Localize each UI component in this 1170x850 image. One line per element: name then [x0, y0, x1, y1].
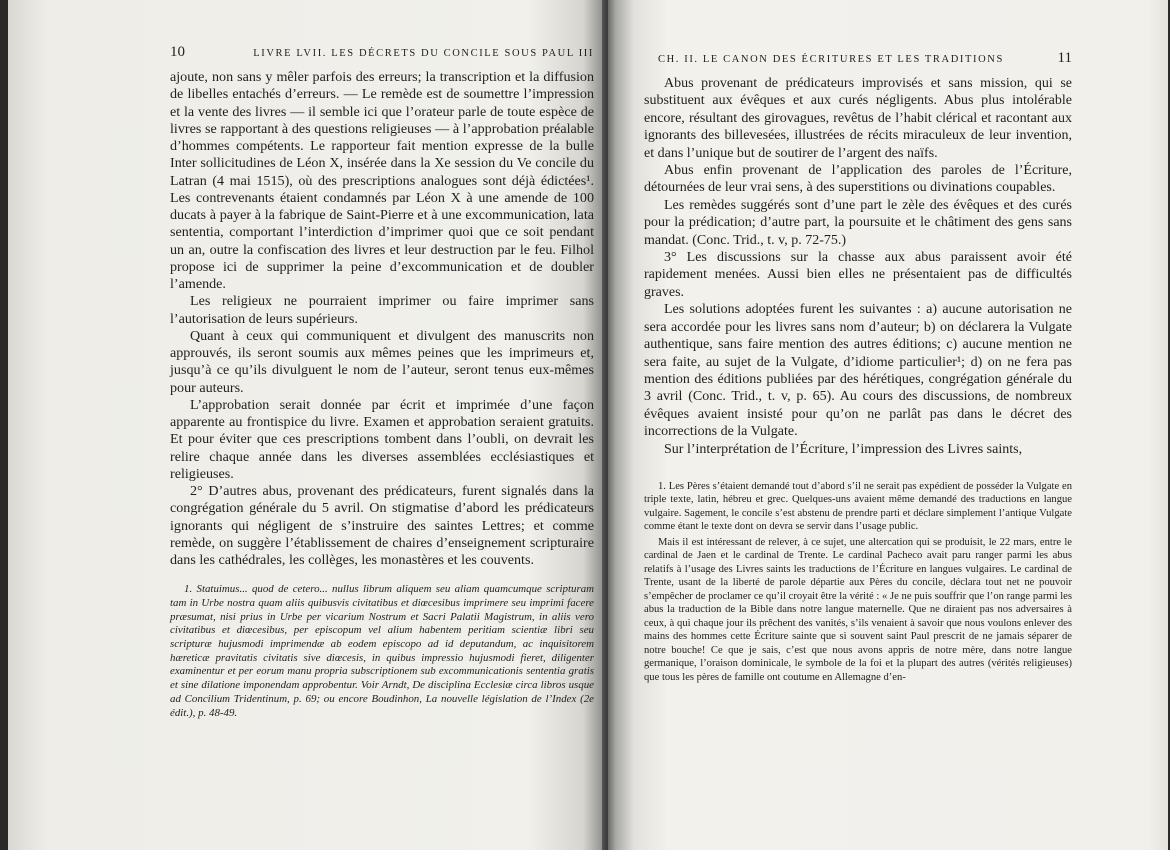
- paragraph: Les religieux ne pourraient imprimer ou faire imprimer sans l’autorisation de leurs supérieurs.: [170, 293, 594, 327]
- left-page-number: 10: [170, 44, 185, 60]
- left-page: [8, 0, 608, 850]
- paragraph: 3° Les discussions sur la chasse aux abus paraissent avoir été rapidement menées. Aussi bien elles ne présentaient pas de difficultés graves.: [644, 250, 1072, 300]
- left-footnotes: [170, 583, 594, 720]
- paragraph: Abus provenant de prédicateurs improvisés et sans mission, qui se substituent aux évêques et aux curés négligents. Abus plus intolérable encore, résultant des girovagues, revêtus de l’habit clérical et racontant aux ignorants des billevesées, illustrées de récits miraculeux de leur invention, et dans l’unique but de soutirer de l’argent des naïfs.: [644, 76, 1072, 161]
- paragraph: 2° D’autres abus, provenant des prédicateurs, furent signalés dans la congrégation générale du 5 avril. On stigmatise d’abord les prédicateurs ignorants qui négligent de s’instruire des saintes Lettres; et comme remède, on suggère l’établissement de chaires d’enseignement scripturaire dans les cathédrales, les collèges, les monastères et les couvents.: [170, 483, 594, 568]
- paragraph: L’approbation serait donnée par écrit et imprimée d’une façon apparente au frontispice du livre. Examen et approbation seraient gratuits. Et pour éviter que ces prescriptions tombent dans l’oubli, on devrait les relire chaque année dans les diverses assemblées ecclésiastiques et religieuses.: [170, 396, 594, 482]
- paragraph: Quant à ceux qui communiquent et divulgent des manuscrits non approuvés, ils seront soumis aux mêmes peines que les imprimeurs et, jusqu’à ce qu’ils divulguent le nom de l’auteur, seront tenus eux-mêmes pour auteurs.: [170, 327, 594, 396]
- footnote: 1. Statuimus... quod de cetero... nullus librum aliquem seu aliam quamcumque scripturam tam in Urbe nostra quam aliis quibusvis civitatibus et diœcesibus imprimere seu imprimi facere præsumat, nisi prius in Urbe per vicarium Nostrum et Sacri Palatii Magistrum, in aliis vero civitatibus et diœcesibus, per episcopum vel alium habentem peritiam scientiæ libri seu scripturæ hujusmodi imprimendæ ab eodem episcopo ad id deputandum, ac inquisitorem hæreticæ pravitatis civitatis sive diœcesis, in quibus impressio hujusmodi fieret, diligenter examinentur et per eorum manu propria subscriptionem sub excommunicationis sententia gratis et sine dilatione imponendam approbentur. Voir Arndt, De disciplina Ecclesiæ circa libros usque ad Concilium Tridentinum, p. 69; ou encore Boudinhon, La nouvelle législation de l’Index (2e édit.), p. 48-49.: [170, 583, 594, 719]
- paragraph: Sur l’interprétation de l’Écriture, l’impression des Livres saints,: [664, 441, 1023, 457]
- right-page-number: 11: [1057, 50, 1072, 66]
- paragraph: ajoute, non sans y mêler parfois des erreurs; la transcription et la diffusion de libelles entachés d’erreurs. — Le remède est de soumettre l’impression et la vente des livres — il semble ici que l’orateur parle de toute espèce de livres se rapportant à des questions religieuses — à l’approbation préalable d’hommes compétents. Le rapporteur fait mention expresse de la bulle Inter sollicitudines de Léon X, insérée dans la Xe session du Ve concile du Latran (4 mai 1515), où des prescriptions analogues sont déjà édictées¹. Les contrevenants étaient condamnés par Léon X à une amende de 100 ducats à payer à la fabrique de Saint-Pierre et à une excommunication, lata sententia, comportant l’interdiction d’imprimer quoi que ce soit pendant un an, outre la confiscation des livres et leur destruction par le feu. Filhol propose ici de supprimer la peine d’excommunication et de doubler l’amende.: [170, 69, 594, 292]
- right-page: [608, 0, 1168, 850]
- paragraph: Les remèdes suggérés sont d’une part le zèle des évêques et des curés pour la prédication; d’autre part, la poursuite et le châtiment des gens sans mandat. (Conc. Trid., t. v, p. 72-75.): [644, 197, 1072, 248]
- right-footnotes: [644, 480, 1072, 685]
- right-body-text: [644, 75, 1072, 458]
- right-running-header: [644, 50, 1072, 67]
- footnote: 1. Les Pères s’étaient demandé tout d’abord s’il ne serait pas expédient de posséder la Vulgate en triple texte, latin, hébreu et grec. Quelques-uns avaient même demandé des traductions en langue vulgaire. Sagement, le concile s’est abstenu de prendre parti et déclare simplement l’antique Vulgate comme étant le texte dont on devra se servir dans l’usage public.: [644, 480, 1072, 533]
- left-running-header: [170, 44, 594, 61]
- footnote: Mais il est intéressant de relever, à ce sujet, une altercation qui se produisit, le 22 mars, entre le cardinal de Jaen et le cardinal de Trente. Le cardinal Pacheco avait paru ranger parmi les abus relatifs à l’usage des Livres saints les traductions de l’Écriture en langues vulgaires. Le cardinal de Trente, usant de la liberté de parole départie aux Pères du concile, déclara tout net ne pouvoir s’empêcher de proclamer ce qu’il croyait être la vérité : « Je ne puis souffrir que l’on range parmi les abus la traduction de la Bible dans notre langue maternelle. Que ne diraient pas nos adversaires à ceux, à qui chaque jour ils prêchent des vanités, s’ils venaient à savoir que nous voulons enlever des mains des hommes cette Écriture sainte que si souvent saint Paul prescrit de ne jamais séparer de notre bouche! Ce que je sais, c’est que nous avons appris de notre mère, dans notre langue germanique, l’oraison dominicale, le symbole de la foi et la plupart des autres (vérités religieuses) que tous les pères de famille ont coutume en Allemagne d’en-: [644, 536, 1072, 683]
- paragraph: Les solutions adoptées furent les suivantes : a) aucune autorisation ne sera accordée pour les livres sans nom d’auteur; b) on déclarera la Vulgate authentique, sans faire mention des autres éditions; c) aucune mention ne sera faite, au sujet de la Vulgate, d’idiome particulier¹; d) on ne fera pas mention des éditions publiées par des hérétiques, congrégation générale du 3 avril (Conc. Trid., t. v, p. 65). Au cours des discussions, de nombreux évêques avaient insisté pour qu’on ne parlât pas dans le décret des incorrections de la Vulgate.: [644, 302, 1072, 440]
- right-running-head: CH. II. LE CANON DES ÉCRITURES ET LES TRADITIONS: [658, 54, 1004, 65]
- paragraph: Abus enfin provenant de l’application des paroles de l’Écriture, détournées de leur vrai sens, à des superstitions ou divinations coupables.: [644, 163, 1072, 196]
- left-body-text: [170, 69, 594, 569]
- left-running-head: LIVRE LVII. LES DÉCRETS DU CONCILE SOUS PAUL III: [253, 48, 594, 59]
